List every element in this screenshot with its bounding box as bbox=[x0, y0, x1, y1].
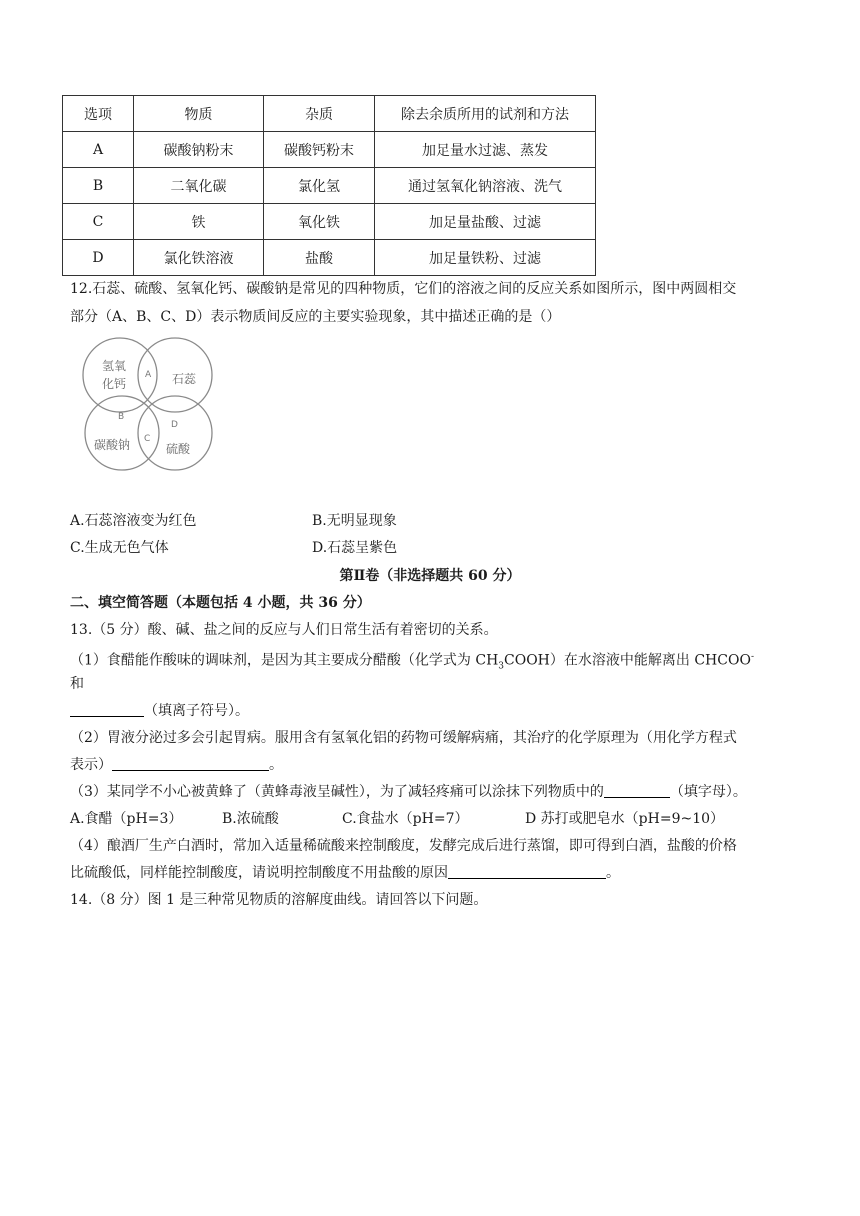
purification-table bbox=[62, 95, 596, 276]
q13-part2-line2 bbox=[70, 755, 800, 775]
table-cell: 盐酸 bbox=[264, 240, 375, 276]
q13-part3-option-a: A.食醋（pH=3） bbox=[70, 811, 183, 827]
q12-stem-line1: 12.石蕊、硫酸、氢氧化钙、碳酸钠是常见的四种物质，它们的溶液之间的反应关系如图所示，图中两圆相交 bbox=[70, 281, 737, 297]
q13-part2-answer-blank[interactable] bbox=[112, 756, 269, 771]
q13-part1-tail: （填离子符号）。 bbox=[144, 703, 249, 719]
q13-part4-text: 比硫酸低，同样能控制酸度，请说明控制酸度不用盐酸的原因 bbox=[70, 865, 448, 881]
part2-title: 第Ⅱ卷（非选择题共 60 分） bbox=[339, 568, 521, 584]
q13-part1-line3 bbox=[70, 701, 800, 721]
table-row bbox=[63, 132, 596, 168]
q12-option-b: B.无明显现象 bbox=[312, 513, 397, 529]
venn-region-b: B bbox=[118, 412, 125, 422]
table-header-cell: 选项 bbox=[63, 96, 134, 132]
q12-option-a: A.石蕊溶液变为红色 bbox=[70, 513, 197, 529]
venn-label-sulfuric-acid: 硫酸 bbox=[166, 442, 191, 456]
venn-region-d: D bbox=[171, 420, 178, 430]
q13-part1-answer-blank[interactable] bbox=[70, 702, 144, 717]
q13-part1-text-a: （1）食醋能作酸味的调味剂，是因为其主要成分醋酸（化学式为 CH bbox=[70, 652, 499, 669]
table-cell: 碳酸钠粉末 bbox=[134, 132, 264, 168]
venn-region-c: C bbox=[144, 434, 151, 444]
q13-part3-text-a: （3）某同学不小心被黄蜂了（黄蜂毒液呈碱性），为了减轻疼痛可以涂抹下列物质中的 bbox=[70, 784, 604, 800]
q13-part1-superscript: - bbox=[750, 652, 754, 662]
table-row bbox=[63, 240, 596, 276]
q12-option-c: C.生成无色气体 bbox=[70, 540, 169, 556]
table-cell: C bbox=[63, 204, 134, 240]
table-header-cell: 除去余质所用的试剂和方法 bbox=[375, 96, 596, 132]
section2-title: 二、填空简答题（本题包括 4 小题，共 36 分） bbox=[70, 595, 371, 611]
q13-part4-answer-blank[interactable] bbox=[448, 864, 606, 879]
q13-part1-subscript: 3 bbox=[498, 661, 505, 672]
table-cell: 加足量盐酸、过滤 bbox=[375, 204, 596, 240]
table-cell: D bbox=[63, 240, 134, 276]
venn-label-litmus: 石蕊 bbox=[172, 372, 197, 386]
q13-part3-answer-blank[interactable] bbox=[604, 783, 670, 798]
q13-part2-line1: （2）胃液分泌过多会引起胃病。服用含有氢氧化铝的药物可缓解病痛，其治疗的化学原理为（用化学方程式 bbox=[70, 730, 737, 746]
q13-part3-text-b: （填字母）。 bbox=[669, 784, 747, 800]
table-cell: 氯化氢 bbox=[264, 168, 375, 204]
q13-part4-line1: （4）酿酒厂生产白酒时，常加入适量稀硫酸来控制酸度，发酵完成后进行蒸馏，即可得到白酒，盐酸的价格 bbox=[70, 838, 737, 854]
venn-circle-sulfuric-acid bbox=[138, 396, 212, 470]
table-header-cell: 物质 bbox=[134, 96, 264, 132]
table-cell: 氧化铁 bbox=[264, 204, 375, 240]
q13-part1-and: 和 bbox=[70, 676, 84, 692]
q13-part2-end: 。 bbox=[269, 757, 283, 773]
table-cell: 铁 bbox=[134, 204, 264, 240]
table-row bbox=[63, 204, 596, 240]
venn-region-a: A bbox=[145, 370, 152, 380]
venn-label-ca-oh-1: 氢氧 bbox=[102, 359, 127, 373]
table-header-row bbox=[63, 96, 596, 132]
q13-part4-line2 bbox=[70, 863, 800, 883]
q13-part3-option-d: D 苏打或肥皂水（pH=9~10） bbox=[525, 811, 725, 827]
q13-part3-option-b: B.浓硫酸 bbox=[222, 811, 279, 827]
table-cell: 加足量铁粉、过滤 bbox=[375, 240, 596, 276]
q13-part3-line1 bbox=[70, 782, 800, 802]
q13-part1-text-b: COOH）在水溶液中能解离出 CHCOO bbox=[504, 652, 751, 669]
q13-intro: 13.（5 分）酸、碱、盐之间的反应与人们日常生活有着密切的关系。 bbox=[70, 622, 498, 638]
table-cell: 二氧化碳 bbox=[134, 168, 264, 204]
venn-label-ca-oh-2: 化钙 bbox=[102, 377, 127, 391]
q12-stem-line2: 部分（A、B、C、D）表示物质间反应的主要实验现象，其中描述正确的是（） bbox=[70, 309, 561, 325]
table-cell: 通过氢氧化钠溶液、洗气 bbox=[375, 168, 596, 204]
table-cell: A bbox=[63, 132, 134, 168]
q13-part3-option-c: C.食盐水（pH=7） bbox=[342, 811, 469, 827]
q14-intro: 14.（8 分）图 1 是三种常见物质的溶解度曲线。请回答以下问题。 bbox=[70, 892, 488, 908]
venn-label-sodium-carbonate: 碳酸钠 bbox=[94, 438, 131, 452]
q13-part4-end: 。 bbox=[606, 865, 620, 881]
table-cell: B bbox=[63, 168, 134, 204]
table-row bbox=[63, 168, 596, 204]
q13-part2-text: 表示） bbox=[70, 757, 112, 773]
q13-part1-line1 bbox=[70, 647, 800, 676]
table-header-cell: 杂质 bbox=[264, 96, 375, 132]
venn-diagram bbox=[80, 335, 220, 490]
table-cell: 加足量水过滤、蒸发 bbox=[375, 132, 596, 168]
table-cell: 碳酸钙粉末 bbox=[264, 132, 375, 168]
q12-option-d: D.石蕊呈紫色 bbox=[312, 540, 398, 556]
table-cell: 氯化铁溶液 bbox=[134, 240, 264, 276]
